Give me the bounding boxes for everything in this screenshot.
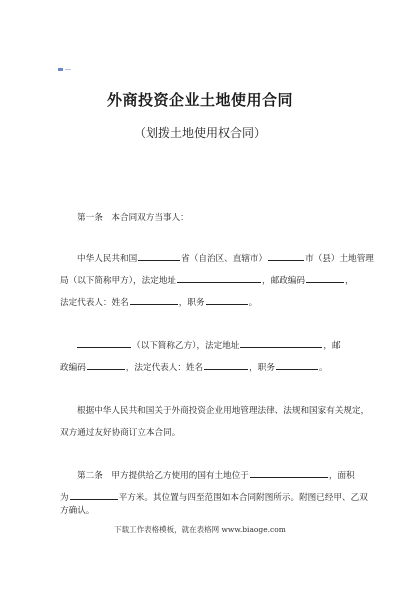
blank-party-a-postcode xyxy=(306,272,344,283)
document-subtitle: （划拨土地使用权合同） xyxy=(133,126,266,140)
text-segment: 第二条 甲方提供给乙方使用的国有土地位于 xyxy=(77,471,249,481)
blank-party-a-name xyxy=(130,294,178,305)
blank-party-a-title xyxy=(206,294,248,305)
article-2-line-3: 方确认。 xyxy=(60,506,95,516)
blank-party-b-postcode xyxy=(87,359,125,370)
article-2-line-1 xyxy=(60,465,367,487)
text-segment: ，职务 xyxy=(178,298,205,308)
footer-note: 下载工作表格模板，就在表格网 www.biaoge.com xyxy=(114,525,286,534)
blank-city xyxy=(268,250,304,261)
text-segment: 平方米。其位置与四至范围如本合同附图所示。附图已经甲、乙双 xyxy=(118,493,368,503)
text-segment: ，职务 xyxy=(249,363,275,373)
text-segment: ， xyxy=(345,276,354,286)
blank-party-b-name xyxy=(77,337,131,348)
article-1-heading: 第一条 本合同双方当事人： xyxy=(77,213,189,223)
party-b-line-2 xyxy=(60,357,350,379)
text-segment: ，邮 xyxy=(323,341,341,351)
blank-land-area xyxy=(70,489,118,500)
article-2-line-2 xyxy=(60,487,368,509)
text-segment: （以下简称乙方），法定地址 xyxy=(132,341,240,351)
text-segment: 法定代表人：姓名 xyxy=(60,298,129,308)
party-a-line-3 xyxy=(60,292,350,314)
text-segment: ，邮政编码 xyxy=(262,276,305,286)
blank-party-a-address xyxy=(177,272,261,283)
blank-land-location xyxy=(250,467,328,478)
text-segment: 政编码 xyxy=(60,363,86,373)
basis-line-1: 根据中华人民共和国关于外商投资企业用地管理法律、法规和国家有关规定， xyxy=(77,406,370,416)
corner-mark-icon xyxy=(58,68,72,71)
text-segment: 中华人民共和国 xyxy=(77,254,138,264)
blank-party-b-rep-title xyxy=(276,359,318,370)
text-segment: 。 xyxy=(318,363,328,373)
blank-province xyxy=(138,250,180,261)
document-title: 外商投资企业土地使用合同 xyxy=(106,91,293,109)
text-segment: 市（县）土地管理 xyxy=(305,254,374,264)
text-segment: ，面积 xyxy=(328,471,355,481)
text-segment: ，法定代表人：姓名 xyxy=(125,363,204,373)
party-a-line-1 xyxy=(60,248,374,270)
text-segment: 局（以下简称甲方），法定地址 xyxy=(60,276,177,286)
party-a-line-2 xyxy=(60,270,354,292)
text-segment: 为 xyxy=(60,493,69,503)
text-segment: 。 xyxy=(248,298,258,308)
blank-party-b-rep-name xyxy=(204,359,248,370)
blank-party-b-address xyxy=(240,337,322,348)
basis-line-2: 双方通过友好协商订立本合同。 xyxy=(60,428,181,438)
text-segment: 省（自治区、直辖市） xyxy=(181,254,268,264)
party-b-line-1 xyxy=(60,335,350,357)
